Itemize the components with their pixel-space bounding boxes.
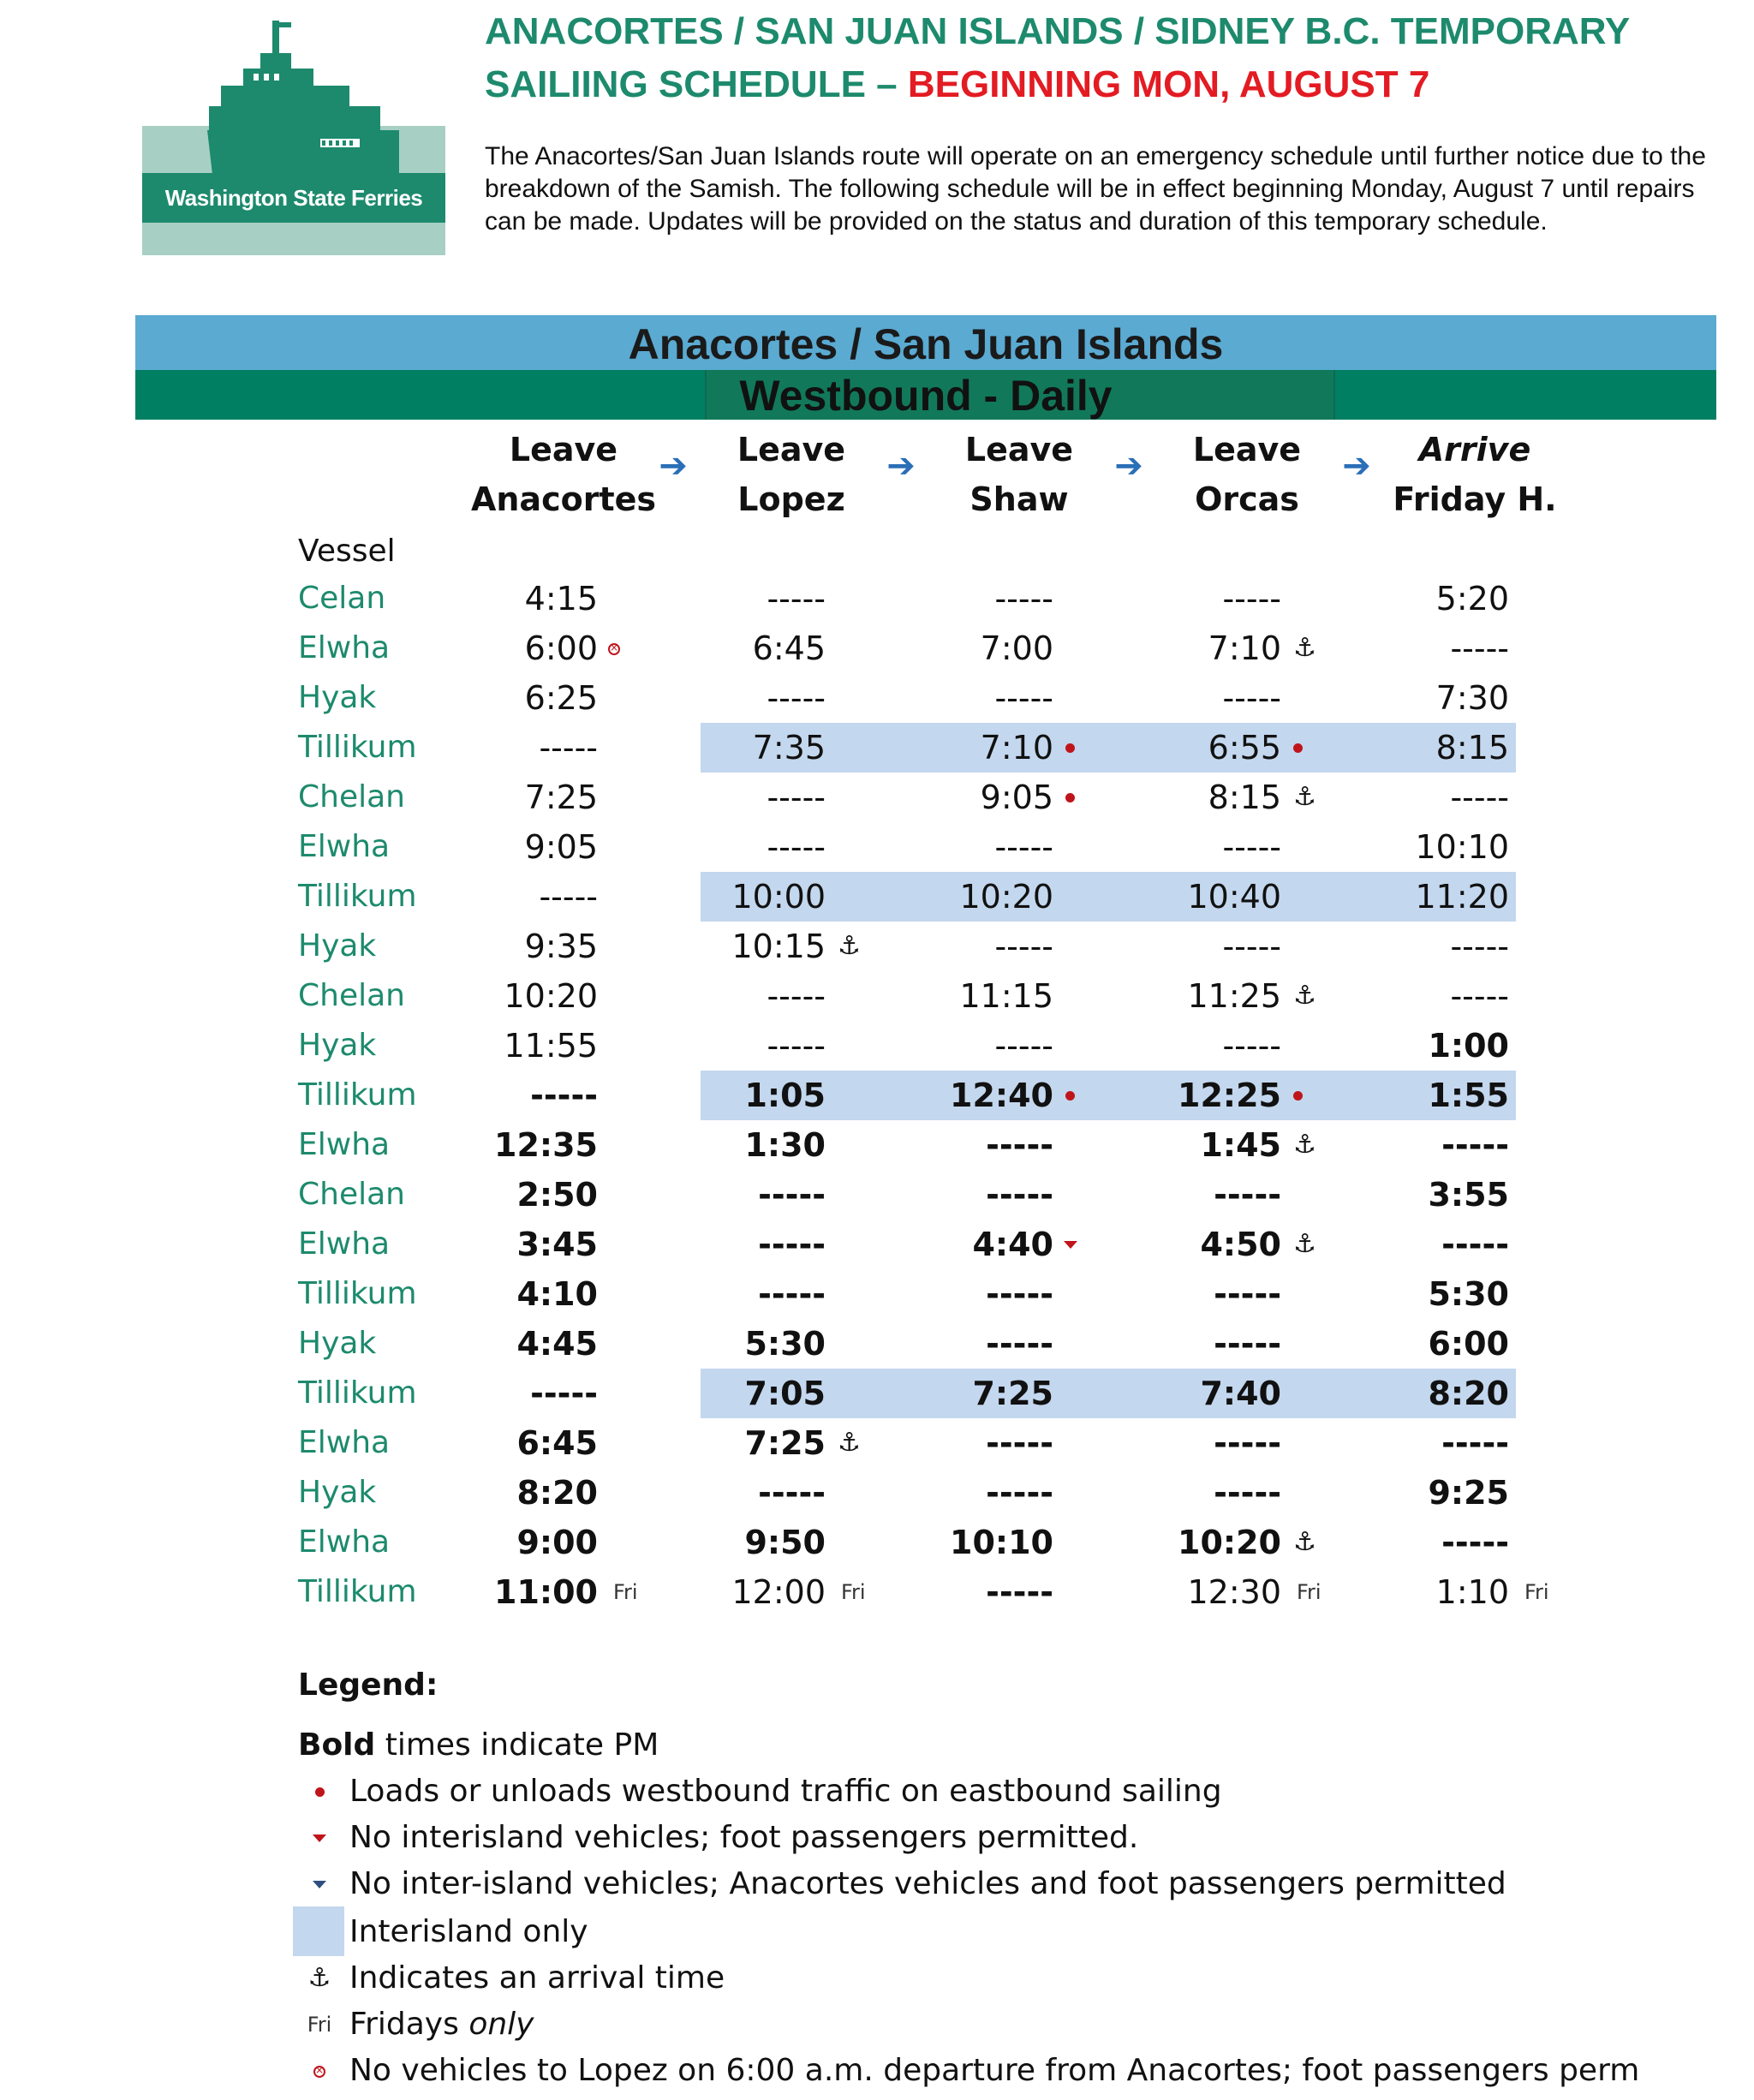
time-lopez: ----- — [758, 1226, 826, 1263]
time-orcas: ----- — [1222, 828, 1281, 866]
vessel-name: Hyak — [298, 680, 377, 715]
red-triangle-icon — [298, 1816, 341, 1860]
time-lopez: 1:05 — [744, 1077, 826, 1114]
time-shaw: ----- — [994, 1027, 1053, 1065]
time-friday-harbor: 1:00 — [1428, 1027, 1509, 1065]
time-anacortes: 4:10 — [516, 1275, 598, 1313]
time-orcas: ----- — [1222, 679, 1281, 717]
vessel-name: Celan — [298, 581, 386, 616]
time-friday-harbor: 3:55 — [1428, 1176, 1509, 1214]
legend-text: No inter-island vehicles; Anacortes vehicles and foot passengers permitted — [349, 1866, 1506, 1901]
red-triangle-icon — [1060, 1220, 1077, 1269]
time-anacortes: ----- — [530, 1375, 598, 1412]
legend-text — [349, 2002, 534, 2047]
time-friday-harbor: ----- — [1450, 928, 1509, 965]
title-start-date: BEGINNING MON, AUGUST 7 — [907, 63, 1430, 105]
time-lopez: ----- — [767, 1027, 826, 1065]
column-header-line1: Arrive — [1418, 431, 1531, 468]
time-shaw: ----- — [994, 828, 1053, 866]
time-anacortes: 6:45 — [516, 1424, 598, 1462]
legend-item-dot — [298, 1769, 1685, 1814]
time-orcas: ----- — [1222, 580, 1281, 617]
time-shaw: ----- — [994, 679, 1053, 717]
time-anacortes: 11:55 — [504, 1027, 598, 1065]
time-lopez: 7:05 — [744, 1375, 826, 1412]
time-shaw: ----- — [986, 1176, 1053, 1214]
column-header-line1: Leave — [509, 431, 618, 468]
time-shaw: ----- — [994, 928, 1053, 965]
legend-fri-only: only — [468, 2007, 534, 2042]
column-header-line1: Leave — [737, 431, 846, 468]
time-lopez: ----- — [767, 977, 826, 1015]
schedule-row — [298, 1418, 1523, 1468]
time-anacortes: 4:15 — [524, 580, 598, 617]
schedule-row — [298, 723, 1523, 773]
time-friday-harbor: ----- — [1450, 629, 1509, 667]
time-lopez: 12:00 — [731, 1573, 826, 1611]
schedule-row — [298, 971, 1523, 1021]
time-lopez: ----- — [758, 1275, 826, 1313]
time-lopez: 7:25 — [744, 1424, 826, 1462]
schedule-row — [298, 872, 1523, 922]
legend-text: No interisland vehicles; foot passengers permitted. — [349, 1820, 1139, 1855]
time-anacortes: 3:45 — [516, 1226, 598, 1263]
time-shaw: 11:15 — [959, 977, 1053, 1015]
schedule-row — [298, 1021, 1523, 1071]
vessel-name: Tillikum — [298, 730, 417, 765]
schedule-row — [298, 1518, 1523, 1567]
time-friday-harbor: 6:00 — [1428, 1325, 1509, 1363]
time-lopez: ----- — [767, 828, 826, 866]
direction-title: Westbound - Daily — [739, 372, 1113, 420]
time-orcas: ----- — [1214, 1325, 1281, 1363]
time-shaw: 4:40 — [972, 1226, 1053, 1263]
fri-marker: Fri — [1524, 1580, 1549, 1604]
time-shaw: ----- — [994, 580, 1053, 617]
schedule-row — [298, 1170, 1523, 1220]
time-anacortes: ----- — [539, 878, 598, 916]
column-header-line1: Leave — [1192, 431, 1302, 468]
anchor-icon: ⚓ — [838, 931, 861, 961]
legend-item-anchor — [298, 1956, 1685, 2001]
time-anacortes: 9:05 — [524, 828, 598, 866]
time-shaw: 7:00 — [980, 629, 1053, 667]
time-lopez: 5:30 — [744, 1325, 826, 1363]
schedule-row — [298, 1369, 1523, 1418]
anchor-icon: ⚓ — [1293, 1229, 1316, 1259]
legend-bold-rest: times indicate PM — [375, 1727, 659, 1763]
fri-marker: Fri — [841, 1580, 866, 1604]
title-line-2 — [485, 58, 1630, 111]
schedule-row — [298, 1220, 1523, 1269]
legend-text: Loads or unloads westbound traffic on eastbound sailing — [349, 1774, 1222, 1809]
vessel-name: Hyak — [298, 1326, 377, 1361]
time-lopez: 10:15 — [731, 928, 826, 965]
time-anacortes: 9:35 — [524, 928, 598, 965]
time-friday-harbor: ----- — [1441, 1424, 1509, 1462]
schedule-row — [298, 574, 1523, 623]
westbound-dot-icon — [1060, 773, 1075, 822]
time-lopez: 10:00 — [731, 878, 826, 916]
time-orcas: 7:40 — [1200, 1375, 1281, 1412]
vessel-name: Elwha — [298, 1226, 391, 1262]
time-friday-harbor: 9:25 — [1428, 1474, 1509, 1512]
column-header-orcas — [1136, 425, 1358, 524]
anchor-icon: ⚓ — [1293, 782, 1316, 812]
legend-bold-times — [298, 1723, 659, 1768]
time-friday-harbor: 8:15 — [1435, 729, 1509, 767]
column-header-anacortes — [452, 425, 675, 524]
time-friday-harbor: ----- — [1441, 1524, 1509, 1561]
time-shaw: ----- — [986, 1325, 1053, 1363]
time-orcas: 10:40 — [1187, 878, 1281, 916]
anchor-icon: ⚓ — [838, 1428, 861, 1458]
anchor-icon: ⚓ — [307, 1963, 331, 1993]
time-shaw: ----- — [986, 1275, 1053, 1313]
time-friday-harbor: 11:20 — [1415, 878, 1509, 916]
right-arrow-icon: ➔ — [886, 446, 916, 486]
time-friday-harbor: ----- — [1450, 779, 1509, 816]
vessel-name: Chelan — [298, 779, 405, 814]
time-shaw: ----- — [986, 1474, 1053, 1512]
time-orcas: 10:20 — [1178, 1524, 1281, 1561]
time-shaw: 9:05 — [980, 779, 1053, 816]
time-friday-harbor: ----- — [1441, 1226, 1509, 1263]
schedule-row — [298, 1319, 1523, 1369]
column-header-friday-harbor — [1363, 425, 1586, 524]
anchor-icon: ⚓ — [1293, 1527, 1316, 1557]
time-anacortes: 2:50 — [516, 1176, 598, 1214]
vessel-name: Hyak — [298, 1028, 377, 1063]
anchor-icon: ⚓ — [1293, 981, 1316, 1011]
time-orcas: ----- — [1214, 1474, 1281, 1512]
anchor-icon: ⚓ — [1293, 1130, 1316, 1160]
time-lopez: 9:50 — [744, 1524, 826, 1561]
legend-fri-prefix: Fridays — [349, 2007, 469, 2042]
time-friday-harbor: 10:10 — [1415, 828, 1509, 866]
schedule-row — [298, 1269, 1523, 1319]
vessel-name: Tillikum — [298, 1276, 417, 1311]
blue-triangle-icon — [298, 1862, 341, 1906]
time-shaw: 7:25 — [972, 1375, 1053, 1412]
intro-paragraph: The Anacortes/San Juan Islands route will operate on an emergency schedule until further notice due to the breakdown of the Samish. The following schedule will be in effect beginning Monday, August 7 until repairs can be made. Updates will be provided on the status and duration of this temporary schedule. — [485, 142, 1706, 236]
time-anacortes: 12:35 — [494, 1126, 598, 1164]
logo-brand-text: Washington State Ferries — [164, 185, 423, 211]
westbound-dot-icon — [1288, 1071, 1303, 1120]
westbound-dot-icon — [298, 1769, 341, 1814]
no-vehicles-icon — [298, 2049, 341, 2093]
column-header-lopez — [680, 425, 903, 524]
vessel-name: Chelan — [298, 1177, 405, 1212]
schedule-row — [298, 822, 1523, 872]
time-anacortes: 6:25 — [524, 679, 598, 717]
page-title — [485, 5, 1630, 111]
column-header-line2: Shaw — [969, 480, 1069, 518]
time-anacortes: 9:00 — [516, 1524, 598, 1561]
time-orcas: 12:25 — [1178, 1077, 1281, 1114]
no-vehicles-icon — [605, 623, 620, 673]
time-orcas: ----- — [1222, 928, 1281, 965]
time-anacortes: ----- — [530, 1077, 598, 1114]
schedule-row — [298, 773, 1523, 822]
time-friday-harbor: 1:10 — [1435, 1573, 1509, 1611]
time-orcas: 4:50 — [1200, 1226, 1281, 1263]
vessel-name: Chelan — [298, 978, 405, 1013]
time-anacortes: 10:20 — [504, 977, 598, 1015]
time-lopez: ----- — [767, 779, 826, 816]
time-friday-harbor: ----- — [1441, 1126, 1509, 1164]
time-lopez: ----- — [767, 580, 826, 617]
fri-marker: Fri — [613, 1580, 638, 1604]
column-header-line1: Leave — [964, 431, 1074, 468]
time-shaw: 7:10 — [980, 729, 1053, 767]
legend-item-no-vehicles — [298, 2049, 1685, 2093]
time-lopez: ----- — [758, 1474, 826, 1512]
time-friday-harbor: 5:30 — [1428, 1275, 1509, 1313]
time-friday-harbor: 5:20 — [1435, 580, 1509, 617]
route-title: Anacortes / San Juan Islands — [628, 320, 1224, 368]
schedule-row — [298, 922, 1523, 971]
column-header-line2: Orcas — [1195, 480, 1299, 518]
time-shaw: 10:20 — [959, 878, 1053, 916]
legend-text: Interisland only — [349, 1914, 588, 1949]
legend-item-fri — [298, 2002, 1685, 2047]
vessel-name: Tillikum — [298, 1077, 417, 1113]
time-orcas: 8:15 — [1208, 779, 1281, 816]
time-friday-harbor: 8:20 — [1428, 1375, 1509, 1412]
right-arrow-icon: ➔ — [659, 446, 688, 486]
time-lopez: 1:30 — [744, 1126, 826, 1164]
time-shaw: ----- — [986, 1573, 1053, 1611]
anchor-icon: ⚓ — [1293, 633, 1316, 663]
legend-item-shade — [298, 1910, 1685, 1954]
time-orcas: 11:25 — [1187, 977, 1281, 1015]
vessel-column-header: Vessel — [298, 534, 396, 569]
time-shaw: ----- — [986, 1126, 1053, 1164]
right-arrow-icon: ➔ — [1114, 446, 1143, 486]
time-lopez: 7:35 — [752, 729, 826, 767]
time-anacortes: 4:45 — [516, 1325, 598, 1363]
time-friday-harbor: 1:55 — [1428, 1077, 1509, 1114]
vessel-name: Tillikum — [298, 1574, 417, 1609]
legend-item-blue-triangle — [298, 1862, 1685, 1906]
vessel-name: Hyak — [298, 928, 377, 963]
title-line-1: ANACORTES / SAN JUAN ISLANDS / SIDNEY B.C. TEMPORARY — [485, 10, 1631, 52]
vessel-name: Elwha — [298, 1524, 391, 1560]
wsf-logo — [142, 19, 445, 255]
time-anacortes: ----- — [539, 729, 598, 767]
schedule-row — [298, 1468, 1523, 1518]
time-orcas: 1:45 — [1200, 1126, 1281, 1164]
title-line-2-prefix: SAILIING SCHEDULE – — [485, 63, 908, 105]
fri-marker: Fri — [1297, 1580, 1321, 1604]
time-orcas: 12:30 — [1187, 1573, 1281, 1611]
legend-bold-word: Bold — [298, 1727, 376, 1763]
schedule-row — [298, 1120, 1523, 1170]
direction-banner — [135, 370, 1716, 420]
vessel-name: Elwha — [298, 829, 391, 864]
time-orcas: 7:10 — [1208, 629, 1281, 667]
time-lopez: ----- — [758, 1176, 826, 1214]
time-anacortes: 11:00 — [494, 1573, 598, 1611]
time-orcas: ----- — [1214, 1176, 1281, 1214]
westbound-dot-icon — [1060, 1071, 1075, 1120]
legend-heading: Legend: — [298, 1667, 438, 1703]
westbound-dot-icon — [1288, 723, 1303, 773]
time-friday-harbor: 7:30 — [1435, 679, 1509, 717]
legend-text: Indicates an arrival time — [349, 1960, 725, 1996]
time-orcas: ----- — [1214, 1424, 1281, 1462]
schedule-row — [298, 1071, 1523, 1120]
schedule-row — [298, 673, 1523, 723]
vessel-name: Elwha — [298, 1425, 391, 1460]
time-anacortes: 8:20 — [516, 1474, 598, 1512]
time-lopez: ----- — [767, 679, 826, 717]
time-shaw: 12:40 — [950, 1077, 1053, 1114]
column-header-line2: Lopez — [737, 480, 845, 518]
schedule-row — [298, 1567, 1549, 1617]
vessel-name: Tillikum — [298, 1375, 417, 1411]
route-banner — [135, 315, 1716, 370]
fri-marker: Fri — [307, 2013, 332, 2037]
vessel-name: Hyak — [298, 1475, 377, 1510]
legend-item-red-triangle — [298, 1816, 1685, 1860]
time-orcas: ----- — [1222, 1027, 1281, 1065]
time-anacortes: 6:00 — [524, 629, 598, 667]
time-friday-harbor: ----- — [1450, 977, 1509, 1015]
time-shaw: ----- — [986, 1424, 1053, 1462]
time-shaw: 10:10 — [950, 1524, 1053, 1561]
time-orcas: 6:55 — [1208, 729, 1281, 767]
column-header-shaw — [908, 425, 1131, 524]
shade-swatch — [298, 1910, 341, 1954]
schedule-row — [298, 623, 1523, 673]
vessel-name: Elwha — [298, 630, 391, 665]
right-arrow-icon: ➔ — [1342, 446, 1371, 486]
vessel-name: Tillikum — [298, 879, 417, 914]
westbound-dot-icon — [1060, 723, 1075, 773]
column-header-line2: Anacortes — [470, 480, 657, 518]
time-lopez: 6:45 — [752, 629, 826, 667]
column-header-line2: Friday H. — [1393, 480, 1557, 518]
legend-text: No vehicles to Lopez on 6:00 a.m. departure from Anacortes; foot passengers perm — [349, 2053, 1640, 2088]
time-anacortes: 7:25 — [524, 779, 598, 816]
vessel-name: Elwha — [298, 1127, 391, 1162]
time-orcas: ----- — [1214, 1275, 1281, 1313]
